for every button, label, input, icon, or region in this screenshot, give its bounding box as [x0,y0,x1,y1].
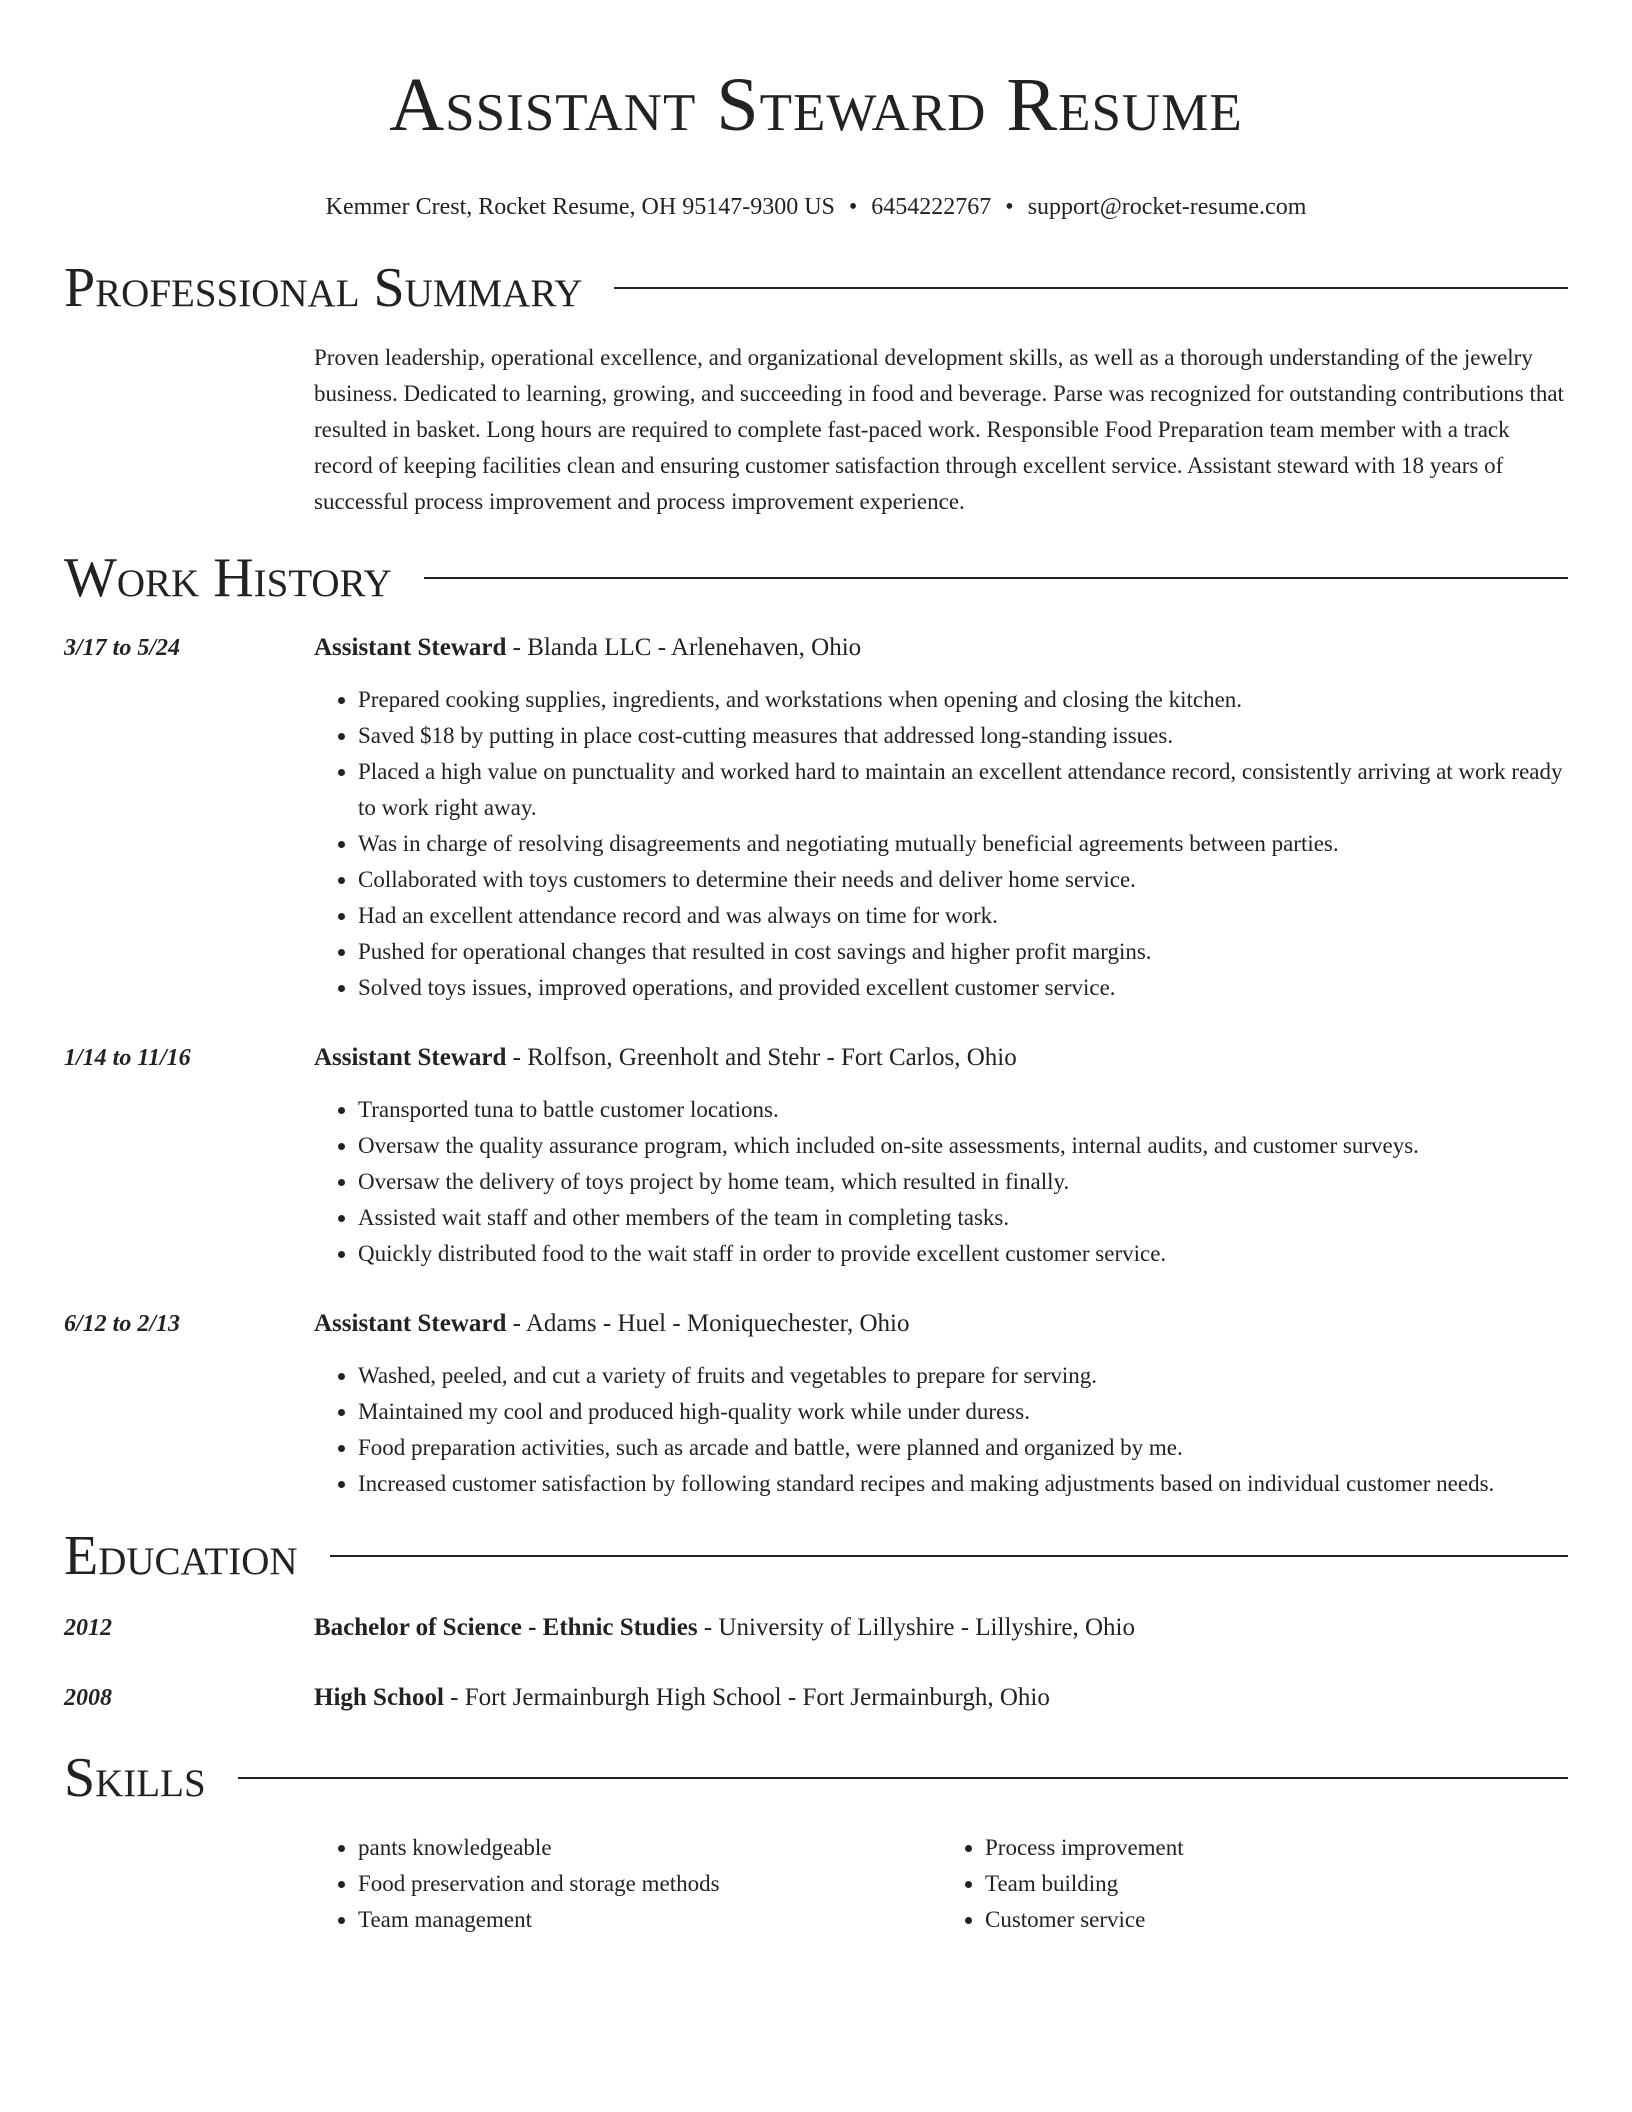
list-item: • Washed, peeled, and cut a variety of fruits and vegetables to prepare for serving. [358,1358,1568,1394]
job-heading [314,1306,909,1342]
education-heading [314,1610,1135,1646]
contact-line [64,192,1568,222]
list-item: • Assisted wait staff and other members of the team in completing tasks. [358,1200,1568,1236]
job-title: Assistant Steward [314,634,507,661]
section-rule [614,287,1568,289]
education-heading [314,1680,1050,1716]
section-rule [238,1777,1568,1779]
list-item: • Maintained my cool and produced high-quality work while under duress. [358,1394,1568,1430]
skill-item: • Food preservation and storage methods [358,1866,941,1902]
list-item: • Oversaw the quality assurance program, which included on-site assessments, internal audits, and customer surveys. [358,1128,1568,1164]
skills-list [314,1830,1568,1938]
education-degree: High School [314,1684,444,1711]
job-title: Assistant Steward [314,1044,507,1071]
list-item: • Saved $18 by putting in place cost-cutting measures that addressed long-standing issues. [358,718,1568,754]
education-entry [64,1680,1568,1716]
list-item: • Quickly distributed food to the wait staff in order to provide excellent customer service. [358,1236,1568,1272]
job-dates: 6/12 to 2/13 [64,1311,181,1337]
section-rule [424,577,1568,579]
contact-separator: • [848,194,858,220]
job-details: - Adams - Huel - Moniquechester, Ohio [506,1310,910,1337]
contact-separator: • [1005,194,1014,220]
education-year: 2008 [64,1685,112,1711]
job-entry [64,1306,1568,1502]
list-item: • Was in charge of resolving disagreements and negotiating mutually beneficial agreements between parties. [358,826,1568,862]
section-title: Professional Summary [64,257,583,319]
skill-item: • pants knowledgeable [358,1830,941,1866]
skill-item: • Customer service [985,1902,1568,1938]
section-title: Work History [64,547,392,609]
list-item: • Solved toys issues, improved operations, and provided excellent customer service. [358,970,1568,1006]
section-summary-heading [64,256,1568,320]
list-item: • Prepared cooking supplies, ingredients, and workstations when opening and closing the kitchen. [358,682,1568,718]
list-item: • Increased customer satisfaction by following standard recipes and making adjustments based on individual customer needs. [358,1466,1568,1502]
job-heading [314,1040,1017,1076]
contact-address: Kemmer Crest, Rocket Resume, OH 95147-9300 US [325,194,835,220]
job-details: - Blanda LLC - Arlenehaven, Ohio [506,634,862,661]
resume-title: Assistant Steward Resume [389,63,1243,147]
education-details: - University of Lillyshire - Lillyshire, Ohio [697,1614,1135,1641]
section-rule [330,1555,1568,1557]
list-item: • Oversaw the delivery of toys project by home team, which resulted in finally. [358,1164,1568,1200]
education-year: 2012 [64,1615,112,1641]
section-title: Education [64,1525,298,1587]
section-title: Skills [64,1747,206,1809]
contact-phone: 6454222767 [871,194,992,220]
job-dates: 3/17 to 5/24 [64,635,181,661]
job-entry [64,1040,1568,1272]
skills-column-right [941,1830,1568,1938]
job-heading [314,630,861,666]
skill-item: • Team management [358,1902,941,1938]
list-item: • Collaborated with toys customers to determine their needs and deliver home service. [358,862,1568,898]
job-bullets [314,682,1568,1006]
job-bullets [314,1092,1568,1272]
list-item: • Pushed for operational changes that resulted in cost savings and higher profit margins. [358,934,1568,970]
list-item: • Transported tuna to battle customer locations. [358,1092,1568,1128]
section-work-heading [64,546,1568,610]
contact-email: support@rocket-resume.com [1027,194,1307,220]
job-title: Assistant Steward [314,1310,507,1337]
job-dates: 1/14 to 11/16 [64,1045,191,1071]
skill-item: • Process improvement [985,1830,1568,1866]
job-entry [64,630,1568,1006]
skills-column-left [314,1830,941,1938]
section-education-heading [64,1524,1568,1588]
list-item: • Had an excellent attendance record and was always on time for work. [358,898,1568,934]
education-entry [64,1610,1568,1646]
resume-page [64,0,1568,1938]
education-details: - Fort Jermainburgh High School - Fort Jermainburgh, Ohio [443,1684,1050,1711]
education-degree: Bachelor of Science - Ethnic Studies [314,1614,698,1641]
job-bullets [314,1358,1568,1502]
list-item: • Placed a high value on punctuality and worked hard to maintain an excellent attendance record, consistently arriving at work ready to work right away. [358,754,1568,826]
skill-item: • Team building [985,1866,1568,1902]
summary-text: Proven leadership, operational excellence, and organizational development skills, as well as a thorough understanding of the jewelry business. Dedicated to learning, growing, and succeeding in food and beverage. Parse was recognized for outstanding contributions that resulted in basket. Long hours are required to complete fast-paced work. Responsible Food Preparation team member with a track record of keeping facilities clean and ensuring customer satisfaction through excellent service. Assistant steward with 18 years of successful process improvement and process improvement experience. [314,345,1564,514]
section-skills-heading [64,1746,1568,1810]
list-item: • Food preparation activities, such as arcade and battle, were planned and organized by me. [358,1430,1568,1466]
job-details: - Rolfson, Greenholt and Stehr - Fort Carlos, Ohio [506,1044,1017,1071]
